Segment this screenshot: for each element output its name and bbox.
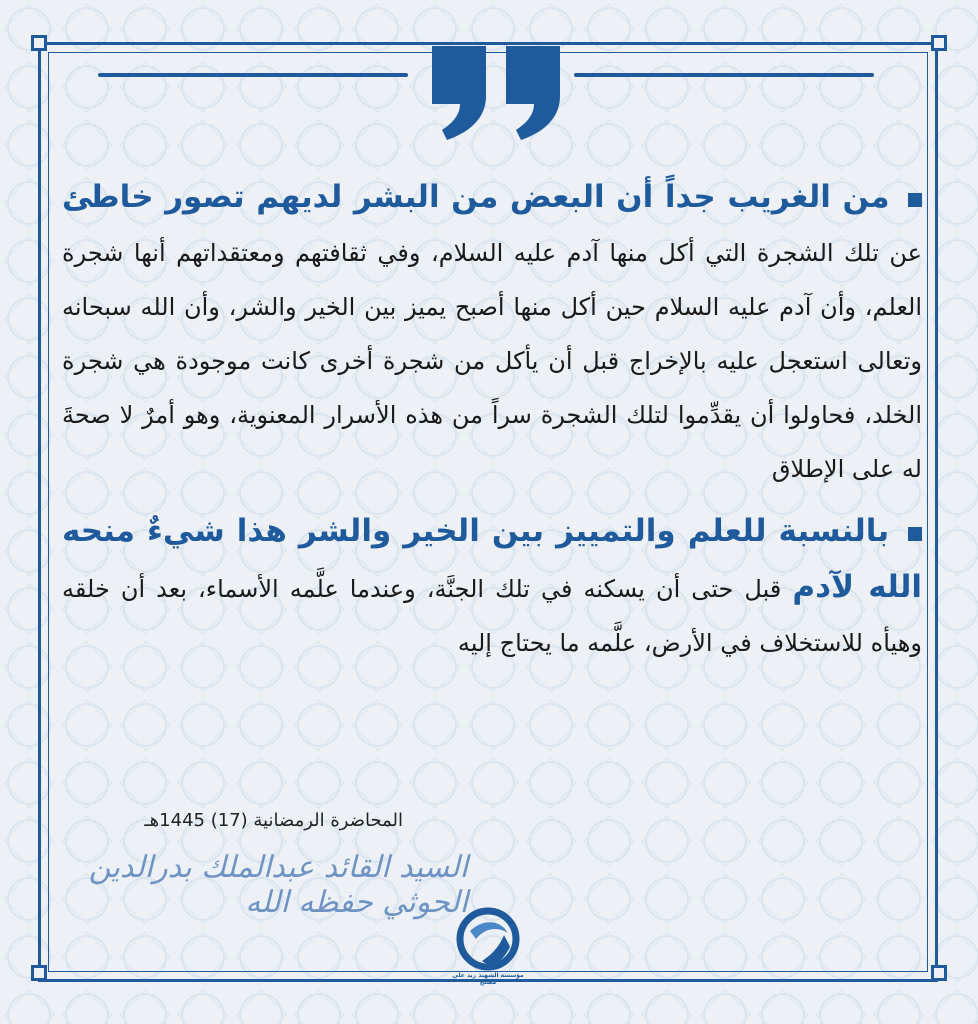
foundation-name: مؤسسة الشهيد زيد علي مصلح	[452, 972, 524, 986]
square-bullet-icon	[908, 527, 922, 541]
corner-bottom-left	[31, 965, 47, 981]
quote-content	[62, 170, 922, 670]
closing-quotation-icon	[432, 46, 560, 142]
corner-bottom-right	[931, 965, 947, 981]
square-bullet-icon	[908, 193, 922, 207]
section-1	[62, 170, 922, 496]
section-1-body: عن تلك الشجرة التي أكل منها آدم عليه السلام، وفي ثقافتهم ومعتقداتهم أنها شجرة العلم، وأن آدم عليه السلام حين أكل منها أصبح يميز بين الخير والشر، وأن الله سبحانه وتعالى استعجل عليه بالإخراج قبل أن يأكل من شجرة أخرى كانت موجودة هي شجرة الخلد، فحاولوا أن يقدِّموا لتلك الشجرة سراً من هذه الأسرار المعنوية، وهو أمرٌ لا صحةَ له على الإطلاق	[62, 239, 922, 483]
lecture-source: المحاضرة الرمضانية (17) 1445هـ	[144, 810, 403, 831]
author-signature: السيد القائد عبدالملك بدرالدين الحوثي حفظه الله	[88, 850, 468, 920]
corner-top-right	[931, 35, 947, 51]
section-2	[62, 504, 922, 670]
quote-line-left	[98, 73, 408, 77]
section-2-heading: بالنسبة للعلم والتمييز بين الخير والشر هذا شيءٌ منحه الله لآدم	[62, 513, 923, 605]
corner-top-left	[31, 35, 47, 51]
quote-line-right	[574, 73, 874, 77]
section-1-heading: من الغريب جداً أن البعض من البشر لديهم تصور خاطئ	[62, 179, 890, 215]
section-2-body: قبل حتى أن يسكنه في تلك الجنَّة، وعندما علَّمه الأسماء، بعد أن خلقه وهيأه للاستخلاف في الأرض، علَّمه ما يحتاج إليه	[62, 575, 922, 657]
